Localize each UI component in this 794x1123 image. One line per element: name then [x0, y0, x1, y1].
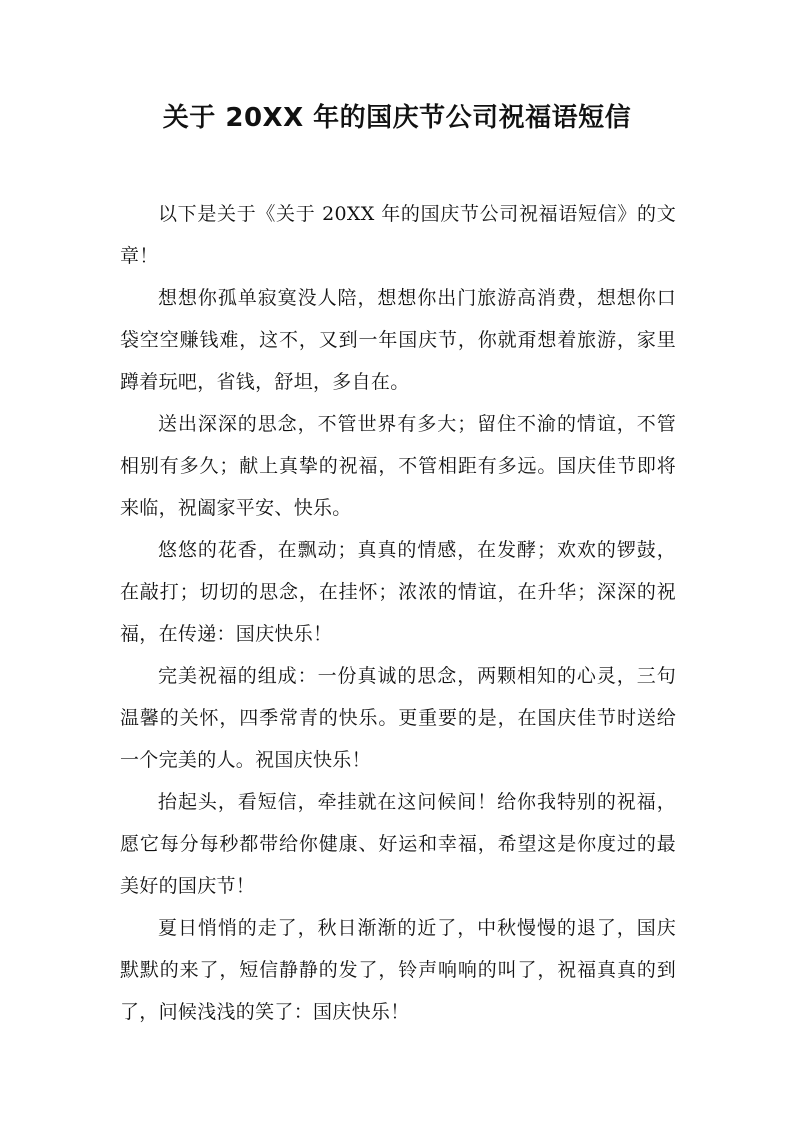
paragraph-message-4: 完美祝福的组成：一份真诚的思念，两颗相知的心灵，三句温馨的关怀，四季常青的快乐。更重要的是，在国庆佳节时送给一个完美的人。祝国庆快乐！	[120, 665, 676, 771]
document-body	[120, 193, 676, 1033]
paragraph-message-5: 抬起头，看短信，牵挂就在这问候间！给你我特别的祝福，愿它每分每秒都带给你健康、好运和幸福，希望这是你度过的最美好的国庆节！	[120, 791, 676, 897]
paragraph-message-6: 夏日悄悄的走了，秋日渐渐的近了，中秋慢慢的退了，国庆默默的来了，短信静静的发了，铃声响响的叫了，祝福真真的到了，问候浅浅的笑了：国庆快乐！	[120, 917, 676, 1023]
paragraph-intro: 以下是关于《关于 20XX 年的国庆节公司祝福语短信》的文章！	[120, 203, 676, 267]
paragraph-message-1: 想想你孤单寂寞没人陪，想想你出门旅游高消费，想想你口袋空空赚钱难，这不，又到一年国庆节，你就甭想着旅游，家里蹲着玩吧，省钱，舒坦，多自在。	[120, 287, 676, 393]
page-title: 关于 20XX 年的国庆节公司祝福语短信	[162, 103, 632, 133]
paragraph-message-3: 悠悠的花香，在飘动；真真的情感，在发酵；欢欢的锣鼓，在敲打；切切的思念，在挂怀；浓浓的情谊，在升华；深深的祝福，在传递：国庆快乐！	[120, 539, 676, 645]
paragraph-message-2: 送出深深的思念，不管世界有多大；留住不渝的情谊，不管相别有多久；献上真挚的祝福，不管相距有多远。国庆佳节即将来临，祝阖家平安、快乐。	[120, 413, 676, 519]
